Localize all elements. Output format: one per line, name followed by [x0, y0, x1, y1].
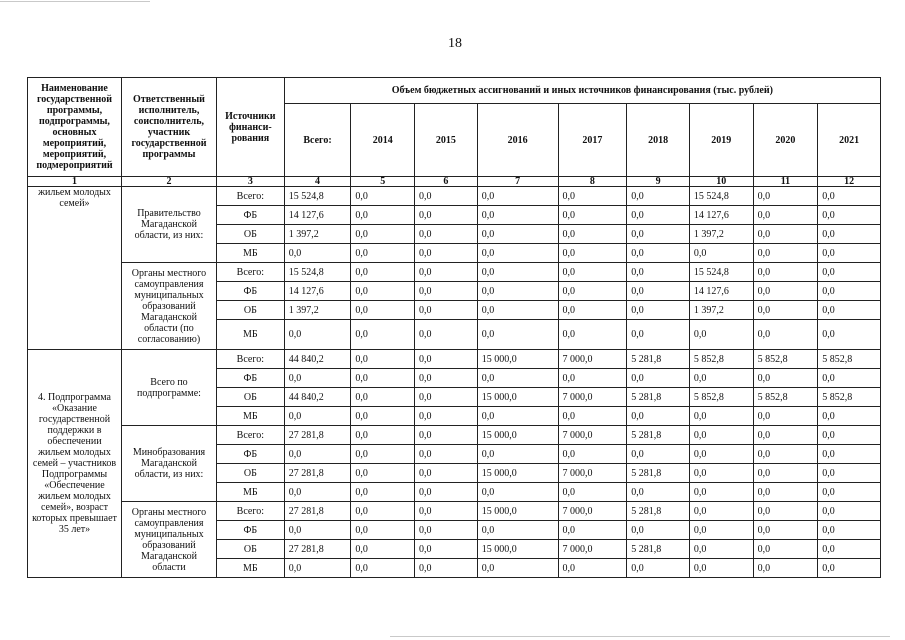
- year-value-cell: 5 281,8: [627, 540, 690, 559]
- source-cell: Всего:: [216, 426, 284, 445]
- total-value-cell: 0,0: [284, 521, 351, 540]
- source-cell: ФБ: [216, 282, 284, 301]
- column-index: 5: [351, 177, 415, 187]
- year-value-cell: 0,0: [351, 263, 415, 282]
- year-value-cell: 0,0: [477, 263, 558, 282]
- total-value-cell: 1 397,2: [284, 225, 351, 244]
- year-value-cell: 0,0: [351, 244, 415, 263]
- year-value-cell: 0,0: [818, 559, 881, 578]
- year-value-cell: 0,0: [351, 445, 415, 464]
- year-value-cell: 14 127,6: [689, 206, 753, 225]
- year-value-cell: 0,0: [818, 263, 881, 282]
- total-value-cell: 44 840,2: [284, 388, 351, 407]
- year-value-cell: 0,0: [627, 225, 690, 244]
- year-value-cell: 5 281,8: [627, 350, 690, 369]
- source-cell: Всего:: [216, 187, 284, 206]
- year-value-cell: 15 000,0: [477, 464, 558, 483]
- source-cell: Всего:: [216, 350, 284, 369]
- year-value-cell: 0,0: [753, 540, 818, 559]
- year-value-cell: 0,0: [558, 187, 627, 206]
- year-value-cell: 0,0: [477, 282, 558, 301]
- year-value-cell: 0,0: [415, 369, 478, 388]
- total-value-cell: 27 281,8: [284, 502, 351, 521]
- year-value-cell: 0,0: [818, 464, 881, 483]
- header-year: 2017: [558, 104, 627, 177]
- executor-cell: Органы местного самоуправления муниципальных образований Магаданской области: [121, 502, 216, 578]
- source-cell: ФБ: [216, 369, 284, 388]
- year-value-cell: 1 397,2: [689, 301, 753, 320]
- year-value-cell: 0,0: [627, 301, 690, 320]
- year-value-cell: 0,0: [415, 187, 478, 206]
- year-value-cell: 0,0: [627, 206, 690, 225]
- total-value-cell: 0,0: [284, 320, 351, 350]
- year-value-cell: 0,0: [627, 369, 690, 388]
- year-value-cell: 0,0: [415, 282, 478, 301]
- total-value-cell: 27 281,8: [284, 540, 351, 559]
- total-value-cell: 27 281,8: [284, 426, 351, 445]
- year-value-cell: 15 524,8: [689, 187, 753, 206]
- year-value-cell: 0,0: [558, 320, 627, 350]
- year-value-cell: 0,0: [818, 445, 881, 464]
- source-cell: ФБ: [216, 445, 284, 464]
- year-value-cell: 0,0: [415, 407, 478, 426]
- year-value-cell: 0,0: [818, 502, 881, 521]
- year-value-cell: 0,0: [627, 559, 690, 578]
- year-value-cell: 0,0: [477, 206, 558, 225]
- year-value-cell: 0,0: [818, 369, 881, 388]
- year-value-cell: 15 000,0: [477, 540, 558, 559]
- year-value-cell: 7 000,0: [558, 540, 627, 559]
- year-value-cell: 0,0: [351, 521, 415, 540]
- source-cell: МБ: [216, 483, 284, 502]
- source-cell: МБ: [216, 244, 284, 263]
- year-value-cell: 0,0: [415, 301, 478, 320]
- index-row: [28, 177, 881, 187]
- header-year: 2015: [415, 104, 478, 177]
- year-value-cell: 7 000,0: [558, 388, 627, 407]
- source-cell: Всего:: [216, 263, 284, 282]
- year-value-cell: 0,0: [558, 559, 627, 578]
- year-value-cell: 0,0: [818, 301, 881, 320]
- year-value-cell: 0,0: [753, 320, 818, 350]
- table-row: [28, 426, 881, 445]
- year-value-cell: 0,0: [558, 483, 627, 502]
- year-value-cell: 0,0: [351, 388, 415, 407]
- source-cell: МБ: [216, 559, 284, 578]
- year-value-cell: 0,0: [627, 407, 690, 426]
- year-value-cell: 0,0: [415, 263, 478, 282]
- year-value-cell: 0,0: [477, 559, 558, 578]
- year-value-cell: 0,0: [689, 445, 753, 464]
- year-value-cell: 0,0: [558, 263, 627, 282]
- header-name: Наименование государственной программы, подпрограммы, основных мероприятий, мероприятий, подмероприятий: [28, 78, 122, 177]
- year-value-cell: 0,0: [415, 350, 478, 369]
- source-cell: Всего:: [216, 502, 284, 521]
- year-value-cell: 5 281,8: [627, 464, 690, 483]
- source-cell: МБ: [216, 320, 284, 350]
- year-value-cell: 0,0: [753, 263, 818, 282]
- program-name-cell: 4. Подпрограмма «Оказание государственной поддержки в обеспечении жильем молодых семей – участников Подпрограммы «Обеспечение жильем молодых семей», возраст которых превышает 35 лет»: [28, 350, 122, 578]
- year-value-cell: 0,0: [351, 369, 415, 388]
- year-value-cell: 0,0: [558, 521, 627, 540]
- year-value-cell: 0,0: [689, 521, 753, 540]
- executor-cell: Органы местного самоуправления муниципальных образований Магаданской области (по согласованию): [121, 263, 216, 350]
- column-index: 10: [689, 177, 753, 187]
- year-value-cell: 5 281,8: [627, 426, 690, 445]
- total-value-cell: 0,0: [284, 369, 351, 388]
- year-value-cell: 0,0: [351, 559, 415, 578]
- year-value-cell: 0,0: [477, 225, 558, 244]
- table-row: [28, 263, 881, 282]
- year-value-cell: 7 000,0: [558, 426, 627, 445]
- year-value-cell: 0,0: [558, 244, 627, 263]
- year-value-cell: 0,0: [689, 464, 753, 483]
- year-value-cell: 0,0: [753, 426, 818, 445]
- year-value-cell: 5 281,8: [627, 502, 690, 521]
- year-value-cell: 0,0: [351, 407, 415, 426]
- column-index: 12: [818, 177, 881, 187]
- year-value-cell: 0,0: [477, 521, 558, 540]
- year-value-cell: 0,0: [627, 521, 690, 540]
- column-index: 7: [477, 177, 558, 187]
- year-value-cell: 5 852,8: [689, 350, 753, 369]
- column-index: 4: [284, 177, 351, 187]
- column-index: 11: [753, 177, 818, 187]
- header-year: 2014: [351, 104, 415, 177]
- header-source: Источники финанси-рования: [216, 78, 284, 177]
- year-value-cell: 0,0: [351, 320, 415, 350]
- total-value-cell: 14 127,6: [284, 206, 351, 225]
- total-value-cell: 44 840,2: [284, 350, 351, 369]
- total-value-cell: 0,0: [284, 559, 351, 578]
- source-cell: ОБ: [216, 540, 284, 559]
- total-value-cell: 15 524,8: [284, 263, 351, 282]
- year-value-cell: 5 852,8: [818, 388, 881, 407]
- year-value-cell: 0,0: [627, 483, 690, 502]
- year-value-cell: 0,0: [818, 282, 881, 301]
- year-value-cell: 15 000,0: [477, 350, 558, 369]
- year-value-cell: 7 000,0: [558, 464, 627, 483]
- year-value-cell: 0,0: [627, 244, 690, 263]
- year-value-cell: 0,0: [689, 540, 753, 559]
- year-value-cell: 0,0: [689, 502, 753, 521]
- scan-edge-bottom: [390, 636, 890, 637]
- year-value-cell: 0,0: [415, 225, 478, 244]
- source-cell: ОБ: [216, 301, 284, 320]
- year-value-cell: 0,0: [689, 407, 753, 426]
- year-value-cell: 0,0: [477, 369, 558, 388]
- year-value-cell: 0,0: [689, 426, 753, 445]
- year-value-cell: 0,0: [689, 559, 753, 578]
- year-value-cell: 0,0: [818, 320, 881, 350]
- year-value-cell: 0,0: [753, 206, 818, 225]
- year-value-cell: 0,0: [351, 464, 415, 483]
- year-value-cell: 0,0: [351, 301, 415, 320]
- year-value-cell: 0,0: [689, 483, 753, 502]
- year-value-cell: 5 281,8: [627, 388, 690, 407]
- year-value-cell: 0,0: [818, 187, 881, 206]
- year-value-cell: 0,0: [477, 320, 558, 350]
- source-cell: ФБ: [216, 521, 284, 540]
- year-value-cell: 0,0: [818, 407, 881, 426]
- year-value-cell: 0,0: [415, 521, 478, 540]
- executor-cell: Всего по подпрограмме:: [121, 350, 216, 426]
- year-value-cell: 15 000,0: [477, 388, 558, 407]
- year-value-cell: 7 000,0: [558, 502, 627, 521]
- year-value-cell: 5 852,8: [753, 388, 818, 407]
- year-value-cell: 0,0: [351, 225, 415, 244]
- year-value-cell: 0,0: [415, 502, 478, 521]
- year-value-cell: 0,0: [627, 263, 690, 282]
- column-index: 1: [28, 177, 122, 187]
- year-value-cell: 0,0: [818, 206, 881, 225]
- year-value-cell: 0,0: [753, 369, 818, 388]
- year-value-cell: 0,0: [753, 225, 818, 244]
- year-value-cell: 0,0: [415, 464, 478, 483]
- total-value-cell: 1 397,2: [284, 301, 351, 320]
- total-value-cell: 27 281,8: [284, 464, 351, 483]
- year-value-cell: 5 852,8: [818, 350, 881, 369]
- year-value-cell: 0,0: [351, 187, 415, 206]
- year-value-cell: 0,0: [351, 483, 415, 502]
- source-cell: ОБ: [216, 225, 284, 244]
- header-executor: Ответственный исполнитель, соисполнитель, участник государственной программы: [121, 78, 216, 177]
- year-value-cell: 0,0: [558, 369, 627, 388]
- year-value-cell: 0,0: [351, 206, 415, 225]
- table-row: [28, 502, 881, 521]
- year-value-cell: 0,0: [818, 426, 881, 445]
- year-value-cell: 0,0: [753, 244, 818, 263]
- header-row: [28, 78, 881, 104]
- table-body: [28, 187, 881, 578]
- year-value-cell: 14 127,6: [689, 282, 753, 301]
- header-year: 2019: [689, 104, 753, 177]
- year-value-cell: 0,0: [627, 282, 690, 301]
- year-value-cell: 0,0: [351, 350, 415, 369]
- year-value-cell: 15 000,0: [477, 502, 558, 521]
- header-total: Всего:: [284, 104, 351, 177]
- scan-edge-top: [0, 1, 150, 2]
- year-value-cell: 0,0: [753, 521, 818, 540]
- year-value-cell: 0,0: [477, 187, 558, 206]
- year-value-cell: 0,0: [753, 464, 818, 483]
- header-year: 2021: [818, 104, 881, 177]
- header-year: 2018: [627, 104, 690, 177]
- source-cell: ОБ: [216, 388, 284, 407]
- year-value-cell: 0,0: [477, 483, 558, 502]
- column-index: 3: [216, 177, 284, 187]
- year-value-cell: 0,0: [415, 206, 478, 225]
- year-value-cell: 7 000,0: [558, 350, 627, 369]
- year-value-cell: 0,0: [558, 225, 627, 244]
- source-cell: ОБ: [216, 464, 284, 483]
- year-value-cell: 0,0: [627, 187, 690, 206]
- year-value-cell: 0,0: [415, 559, 478, 578]
- budget-table: [27, 77, 881, 578]
- year-value-cell: 0,0: [415, 320, 478, 350]
- year-value-cell: 5 852,8: [753, 350, 818, 369]
- table-row: [28, 350, 881, 369]
- year-value-cell: 0,0: [415, 483, 478, 502]
- header-year: 2020: [753, 104, 818, 177]
- total-value-cell: 0,0: [284, 407, 351, 426]
- year-value-cell: 0,0: [415, 244, 478, 263]
- total-value-cell: 0,0: [284, 445, 351, 464]
- table-row: [28, 187, 881, 206]
- year-value-cell: 0,0: [753, 445, 818, 464]
- year-value-cell: 0,0: [415, 445, 478, 464]
- year-value-cell: 0,0: [818, 483, 881, 502]
- year-value-cell: 0,0: [558, 282, 627, 301]
- year-value-cell: 0,0: [351, 282, 415, 301]
- header-volume: Объем бюджетных ассигнований и иных источников финансирования (тыс. рублей): [284, 78, 880, 104]
- year-value-cell: 0,0: [818, 521, 881, 540]
- year-value-cell: 0,0: [558, 407, 627, 426]
- source-cell: МБ: [216, 407, 284, 426]
- source-cell: ФБ: [216, 206, 284, 225]
- total-value-cell: 0,0: [284, 244, 351, 263]
- executor-cell: Минобразования Магаданской области, из них:: [121, 426, 216, 502]
- year-value-cell: 0,0: [689, 369, 753, 388]
- year-value-cell: 0,0: [753, 301, 818, 320]
- year-value-cell: 0,0: [351, 502, 415, 521]
- year-value-cell: 0,0: [351, 540, 415, 559]
- column-index: 8: [558, 177, 627, 187]
- column-index: 6: [415, 177, 478, 187]
- year-value-cell: 0,0: [558, 206, 627, 225]
- year-value-cell: 0,0: [477, 301, 558, 320]
- year-value-cell: 0,0: [477, 445, 558, 464]
- year-value-cell: 0,0: [753, 502, 818, 521]
- year-value-cell: 0,0: [689, 320, 753, 350]
- column-index: 2: [121, 177, 216, 187]
- year-value-cell: 0,0: [415, 388, 478, 407]
- year-value-cell: 0,0: [627, 320, 690, 350]
- year-value-cell: 5 852,8: [689, 388, 753, 407]
- column-index: 9: [627, 177, 690, 187]
- year-value-cell: 0,0: [818, 244, 881, 263]
- year-value-cell: 0,0: [415, 540, 478, 559]
- total-value-cell: 14 127,6: [284, 282, 351, 301]
- page-number: 18: [448, 36, 462, 51]
- year-value-cell: 0,0: [753, 407, 818, 426]
- year-value-cell: 0,0: [818, 540, 881, 559]
- total-value-cell: 15 524,8: [284, 187, 351, 206]
- year-value-cell: 0,0: [753, 282, 818, 301]
- year-value-cell: 1 397,2: [689, 225, 753, 244]
- year-value-cell: 0,0: [818, 225, 881, 244]
- header-year: 2016: [477, 104, 558, 177]
- year-value-cell: 0,0: [558, 445, 627, 464]
- executor-cell: Правительство Магаданской области, из них:: [121, 187, 216, 263]
- year-value-cell: 0,0: [351, 426, 415, 445]
- year-value-cell: 0,0: [477, 407, 558, 426]
- year-value-cell: 0,0: [627, 445, 690, 464]
- year-value-cell: 15 000,0: [477, 426, 558, 445]
- year-value-cell: 0,0: [689, 244, 753, 263]
- year-value-cell: 0,0: [558, 301, 627, 320]
- year-value-cell: 0,0: [415, 426, 478, 445]
- year-value-cell: 0,0: [753, 483, 818, 502]
- year-value-cell: 15 524,8: [689, 263, 753, 282]
- program-name-cell: жильем молодых семей»: [28, 187, 122, 350]
- total-value-cell: 0,0: [284, 483, 351, 502]
- year-value-cell: 0,0: [477, 244, 558, 263]
- year-value-cell: 0,0: [753, 559, 818, 578]
- year-value-cell: 0,0: [753, 187, 818, 206]
